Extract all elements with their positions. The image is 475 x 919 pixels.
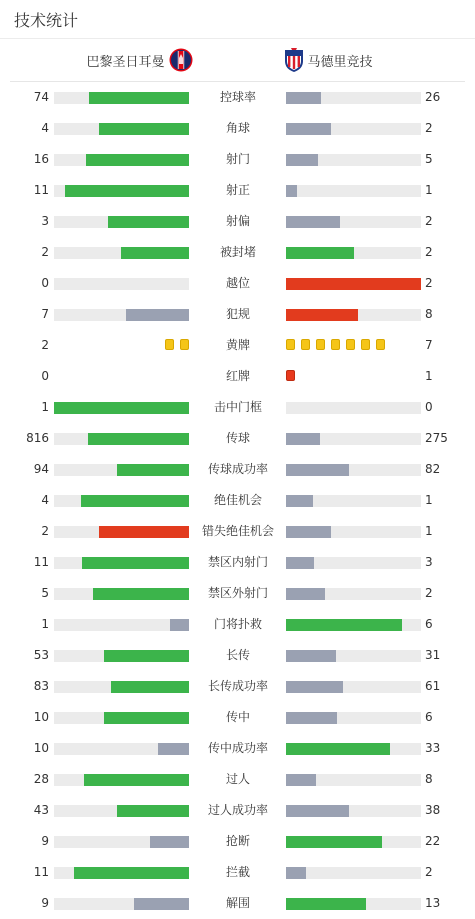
home-bar-track xyxy=(54,619,189,631)
away-value: 3 xyxy=(425,555,433,569)
away-bar-track xyxy=(286,278,421,290)
away-bar-track xyxy=(286,309,421,321)
stat-row xyxy=(0,330,475,361)
away-value: 7 xyxy=(425,338,433,352)
home-bar-fill xyxy=(121,247,189,259)
stat-label: 拦截 xyxy=(225,865,250,879)
home-value: 83 xyxy=(33,679,49,693)
stat-row xyxy=(0,764,475,795)
home-bar-track xyxy=(54,216,189,228)
stat-row xyxy=(0,423,475,454)
home-value: 74 xyxy=(33,90,49,104)
home-value: 11 xyxy=(33,555,49,569)
away-value: 2 xyxy=(425,245,433,259)
away-bar-fill xyxy=(286,185,297,197)
home-value: 9 xyxy=(41,834,49,848)
home-bar-fill xyxy=(104,712,189,724)
away-value: 6 xyxy=(425,710,433,724)
stats-list xyxy=(0,82,475,919)
stat-label: 传中成功率 xyxy=(207,741,268,755)
home-bar-track xyxy=(54,433,189,445)
stat-row xyxy=(0,268,475,299)
stat-label: 角球 xyxy=(225,121,250,135)
stat-label: 射正 xyxy=(225,183,250,197)
home-bar-track xyxy=(54,402,189,414)
away-bar-fill xyxy=(286,278,421,290)
stat-label: 绝佳机会 xyxy=(213,493,262,507)
away-value: 8 xyxy=(425,307,433,321)
stat-row xyxy=(0,795,475,826)
away-value: 1 xyxy=(425,369,433,383)
stat-row xyxy=(0,361,475,392)
away-value: 22 xyxy=(425,834,441,848)
home-bar-fill xyxy=(84,774,189,786)
home-bar-fill xyxy=(170,619,189,631)
away-bar-track xyxy=(286,588,421,600)
home-value: 1 xyxy=(41,400,49,414)
stat-row xyxy=(0,175,475,206)
stat-label: 射偏 xyxy=(225,214,250,228)
home-bar-fill xyxy=(93,588,189,600)
home-value: 7 xyxy=(41,307,49,321)
stat-row xyxy=(0,857,475,888)
stat-row xyxy=(0,82,475,113)
away-bar-track xyxy=(286,185,421,197)
home-value: 2 xyxy=(41,245,49,259)
away-value: 2 xyxy=(425,865,433,879)
home-bar-fill xyxy=(86,154,189,166)
home-value: 11 xyxy=(33,183,49,197)
home-bar-fill xyxy=(99,123,189,135)
away-value: 33 xyxy=(425,741,441,755)
away-bar-track xyxy=(286,743,421,755)
stat-label: 禁区外射门 xyxy=(207,586,268,600)
away-bar-fill xyxy=(286,309,358,321)
away-bar-track xyxy=(286,867,421,879)
away-bar-track xyxy=(286,92,421,104)
home-team-name: 巴黎圣日耳曼 xyxy=(86,54,165,70)
home-bar-fill xyxy=(150,836,189,848)
away-value: 5 xyxy=(425,152,433,166)
stat-label: 传球成功率 xyxy=(207,462,268,476)
away-bar-fill xyxy=(286,154,318,166)
away-team[interactable] xyxy=(238,47,466,73)
away-bar-track xyxy=(286,774,421,786)
away-bar-track xyxy=(286,650,421,662)
away-bar-track xyxy=(286,433,421,445)
home-bar-fill xyxy=(74,867,189,879)
home-value: 3 xyxy=(41,214,49,228)
away-bar-fill xyxy=(286,216,340,228)
away-bar-track xyxy=(286,712,421,724)
yellow-card-icon xyxy=(331,339,340,350)
home-bar-track xyxy=(54,805,189,817)
home-value: 43 xyxy=(33,803,49,817)
away-bar-fill xyxy=(286,712,337,724)
home-bar-track xyxy=(54,774,189,786)
stat-row xyxy=(0,826,475,857)
home-bar-fill xyxy=(104,650,189,662)
away-bar-track xyxy=(286,154,421,166)
stat-label: 错失绝佳机会 xyxy=(201,524,274,538)
stat-label: 射门 xyxy=(225,152,250,166)
home-bar-track xyxy=(54,650,189,662)
home-value: 4 xyxy=(41,493,49,507)
away-value: 2 xyxy=(425,121,433,135)
home-value: 28 xyxy=(33,772,49,786)
home-bar-fill xyxy=(65,185,189,197)
home-value: 0 xyxy=(41,369,49,383)
away-value: 38 xyxy=(425,803,441,817)
away-bar-track xyxy=(286,898,421,910)
home-value: 10 xyxy=(33,741,49,755)
away-value: 31 xyxy=(425,648,441,662)
stat-label: 解围 xyxy=(225,896,250,910)
yellow-card-icon xyxy=(165,339,174,350)
stat-label: 过人成功率 xyxy=(207,803,268,817)
away-value: 1 xyxy=(425,524,433,538)
away-bar-fill xyxy=(286,247,354,259)
stat-label: 击中门框 xyxy=(213,400,262,414)
home-value: 2 xyxy=(41,338,49,352)
away-value: 0 xyxy=(425,400,433,414)
home-value: 5 xyxy=(41,586,49,600)
home-bar-track xyxy=(54,278,189,290)
home-bar-fill xyxy=(54,402,189,414)
away-value: 8 xyxy=(425,772,433,786)
stat-label: 长传成功率 xyxy=(207,679,268,693)
away-bar-fill xyxy=(286,898,366,910)
away-bar-track xyxy=(286,836,421,848)
away-value: 275 xyxy=(425,431,448,445)
stat-label: 犯规 xyxy=(225,307,250,321)
home-bar-fill xyxy=(81,495,189,507)
home-bar-track xyxy=(54,247,189,259)
home-red-cards xyxy=(54,370,189,383)
away-value: 2 xyxy=(425,214,433,228)
home-value: 11 xyxy=(33,865,49,879)
stat-row xyxy=(0,640,475,671)
home-bar-fill xyxy=(158,743,189,755)
stat-row xyxy=(0,547,475,578)
home-bar-track xyxy=(54,588,189,600)
home-bar-track xyxy=(54,464,189,476)
atletico-logo-icon xyxy=(284,47,304,73)
home-team[interactable] xyxy=(10,48,238,72)
away-bar-fill xyxy=(286,836,382,848)
home-value: 9 xyxy=(41,896,49,910)
stat-row xyxy=(0,454,475,485)
home-bar-track xyxy=(54,836,189,848)
away-bar-fill xyxy=(286,774,316,786)
home-bar-fill xyxy=(89,92,189,104)
stat-row xyxy=(0,516,475,547)
home-bar-track xyxy=(54,743,189,755)
stat-row xyxy=(0,206,475,237)
home-bar-track xyxy=(54,495,189,507)
away-bar-fill xyxy=(286,92,321,104)
home-bar-fill xyxy=(108,216,189,228)
stat-row xyxy=(0,299,475,330)
stat-label: 被封堵 xyxy=(219,245,256,259)
yellow-card-icon xyxy=(346,339,355,350)
stat-label: 黄牌 xyxy=(225,338,250,352)
home-value: 16 xyxy=(33,152,49,166)
stat-row xyxy=(0,733,475,764)
stat-row xyxy=(0,702,475,733)
away-value: 26 xyxy=(425,90,441,104)
home-yellow-cards xyxy=(54,339,189,352)
away-bar-fill xyxy=(286,867,306,879)
home-bar-fill xyxy=(88,433,189,445)
home-bar-track xyxy=(54,92,189,104)
page-title: 技术统计 xyxy=(14,10,79,30)
home-bar-track xyxy=(54,185,189,197)
yellow-card-icon xyxy=(316,339,325,350)
away-value: 61 xyxy=(425,679,441,693)
home-bar-track xyxy=(54,123,189,135)
home-value: 0 xyxy=(41,276,49,290)
away-team-name: 马德里竞技 xyxy=(307,54,373,70)
stat-label: 禁区内射门 xyxy=(207,555,268,569)
away-bar-fill xyxy=(286,650,336,662)
away-value: 1 xyxy=(425,183,433,197)
home-bar-track xyxy=(54,557,189,569)
stat-label: 传球 xyxy=(225,431,250,445)
home-bar-fill xyxy=(99,526,189,538)
away-value: 2 xyxy=(425,586,433,600)
home-value: 10 xyxy=(33,710,49,724)
away-value: 82 xyxy=(425,462,441,476)
stat-row xyxy=(0,888,475,919)
away-bar-track xyxy=(286,526,421,538)
home-bar-track xyxy=(54,154,189,166)
home-value: 53 xyxy=(33,648,49,662)
away-bar-fill xyxy=(286,681,343,693)
away-bar-fill xyxy=(286,619,402,631)
away-bar-fill xyxy=(286,805,349,817)
stat-row xyxy=(0,485,475,516)
home-bar-fill xyxy=(82,557,189,569)
home-value: 2 xyxy=(41,524,49,538)
stat-row xyxy=(0,113,475,144)
home-value: 94 xyxy=(33,462,49,476)
home-bar-fill xyxy=(126,309,189,321)
stat-row xyxy=(0,144,475,175)
away-red-cards xyxy=(286,370,421,383)
away-value: 13 xyxy=(425,896,441,910)
stat-label: 控球率 xyxy=(219,90,256,104)
away-bar-track xyxy=(286,464,421,476)
away-bar-fill xyxy=(286,526,331,538)
home-bar-track xyxy=(54,681,189,693)
stat-label: 门将扑救 xyxy=(213,617,262,631)
home-bar-track xyxy=(54,898,189,910)
stat-row xyxy=(0,578,475,609)
red-card-icon xyxy=(286,370,295,381)
home-bar-fill xyxy=(111,681,189,693)
stat-row xyxy=(0,237,475,268)
away-bar-fill xyxy=(286,433,320,445)
stat-label: 抢断 xyxy=(225,834,250,848)
away-bar-track xyxy=(286,557,421,569)
home-value: 816 xyxy=(26,431,49,445)
yellow-card-icon xyxy=(180,339,189,350)
away-bar-track xyxy=(286,216,421,228)
home-bar-track xyxy=(54,526,189,538)
away-bar-fill xyxy=(286,464,349,476)
away-bar-track xyxy=(286,681,421,693)
away-bar-track xyxy=(286,123,421,135)
home-bar-track xyxy=(54,309,189,321)
stat-label: 过人 xyxy=(225,772,250,786)
away-bar-track xyxy=(286,619,421,631)
stat-row xyxy=(0,392,475,423)
yellow-card-icon xyxy=(376,339,385,350)
stat-label: 长传 xyxy=(225,648,250,662)
away-yellow-cards xyxy=(286,339,421,352)
away-value: 6 xyxy=(425,617,433,631)
stat-label: 红牌 xyxy=(225,369,250,383)
away-bar-fill xyxy=(286,743,390,755)
away-bar-track xyxy=(286,402,421,414)
away-bar-track xyxy=(286,805,421,817)
teams-header xyxy=(10,39,465,82)
away-bar-fill xyxy=(286,495,313,507)
stat-row xyxy=(0,609,475,640)
away-value: 1 xyxy=(425,493,433,507)
yellow-card-icon xyxy=(286,339,295,350)
away-bar-fill xyxy=(286,557,314,569)
header xyxy=(0,0,475,39)
away-bar-track xyxy=(286,247,421,259)
home-bar-fill xyxy=(134,898,189,910)
home-value: 1 xyxy=(41,617,49,631)
yellow-card-icon xyxy=(301,339,310,350)
home-bar-track xyxy=(54,712,189,724)
home-value: 4 xyxy=(41,121,49,135)
away-bar-fill xyxy=(286,123,331,135)
psg-logo-icon xyxy=(169,48,193,72)
home-bar-track xyxy=(54,867,189,879)
away-bar-fill xyxy=(286,588,325,600)
yellow-card-icon xyxy=(361,339,370,350)
home-bar-fill xyxy=(117,464,189,476)
away-value: 2 xyxy=(425,276,433,290)
stat-row xyxy=(0,671,475,702)
stat-label: 越位 xyxy=(225,276,250,290)
away-bar-track xyxy=(286,495,421,507)
stat-label: 传中 xyxy=(225,710,250,724)
home-bar-fill xyxy=(117,805,189,817)
